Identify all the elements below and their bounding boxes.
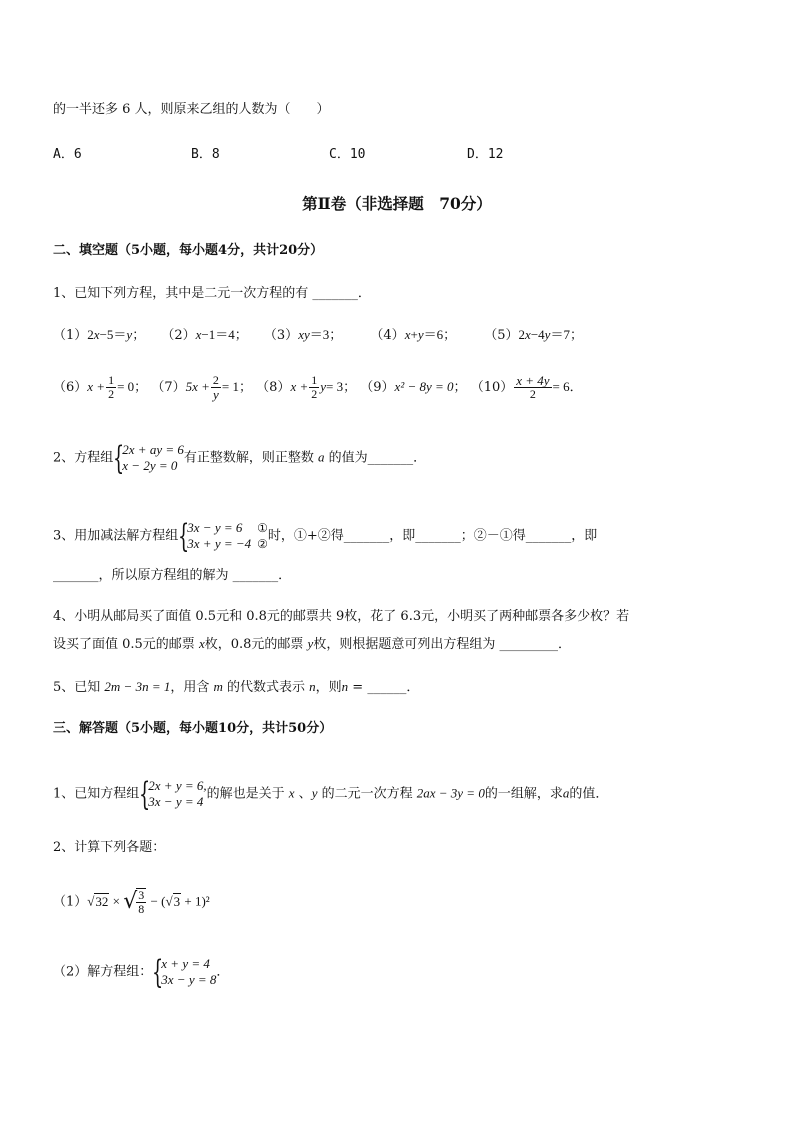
item-9: （9）x² − 8y = 0； xyxy=(360,379,467,395)
solve-heading: 三、解答题（5小题，每小题10分，共计50分） xyxy=(53,721,333,736)
item-4: （4）x+y＝6； xyxy=(370,327,457,343)
fill-q4-line2: 设买了面值 0.5元的邮票 x枚，0.8元的邮票 y枚，则根据题意可列出方程组为 _________． xyxy=(53,636,571,652)
item-5: （5）2x−4y＝7； xyxy=(484,327,583,343)
question-continuation: 的一半还多 6 人，则原来乙组的人数为（ ） xyxy=(53,102,330,117)
equation-system: { 2x + ay = 6 x − 2y = 0 xyxy=(113,439,184,477)
solve-p2-sub1: （1）√32 × √ $\frac{3}{8}$ − (√3 + 1)² xyxy=(53,888,210,916)
fill-q4-line1: 4、小明从邮局买了面值 0.5元和 0.8元的邮票共 9枚，花了 6.3元，小明买了两种邮票各多少枚？若 xyxy=(53,609,630,624)
fill-q1-text: 1、已知下列方程，其中是二元一次方程的有 _______． xyxy=(53,286,371,301)
fraction: $\frac{1}{2}$ xyxy=(311,373,318,401)
equation-system: { 3x − y = 6 3x + y = −4 xyxy=(178,517,252,555)
fill-q3-line1: 3、用加减法解方程组 { 3x − y = 6 3x + y = −4 ① ② 时，①+②得_______，即_______；②－①得_______，即 xyxy=(53,517,598,555)
equation-system: { x + y = 4 3x − y = 8 xyxy=(152,953,217,991)
option-d: D．12 xyxy=(467,147,504,162)
fraction: $\frac{1}{2}$ xyxy=(108,373,115,401)
section-ii-title: 第Ⅱ卷（非选择题 70分） xyxy=(302,194,492,213)
fill-q1-equations-row2 xyxy=(53,374,583,401)
fill-q2: 2、方程组 { 2x + ay = 6 x − 2y = 0 有正整数解，则正整数 a 的值为_______． xyxy=(53,439,427,477)
equation-markers: ① ② xyxy=(257,521,268,551)
item-7: （7）5x + $\frac{2}{y}$ = 1； xyxy=(151,373,253,402)
fill-q1-equations-row1 xyxy=(53,325,583,346)
sqrt-3: √3 xyxy=(165,893,181,909)
fraction: $\frac{x + 4y}{2}$ xyxy=(516,373,550,401)
item-2: （2）x−1＝4； xyxy=(161,327,248,343)
solve-p2-sub2: （2）解方程组： { x + y = 4 3x − y = 8 ． xyxy=(53,953,230,991)
option-b: B．8 xyxy=(191,147,220,162)
item-10: （10） $\frac{x + 4y}{2}$ = 6． xyxy=(470,373,583,401)
fill-blank-heading: 二、填空题（5小题，每小题4分，共计20分） xyxy=(53,243,324,258)
fill-q3-line2: _______，所以原方程组的解为 _______． xyxy=(53,568,292,583)
solve-p2-text: 2、计算下列各题： xyxy=(53,840,166,855)
equation-system: { 2x + y = 6, 3x − y = 4 xyxy=(139,775,207,813)
fill-q5: 5、已知 2m − 3n = 1，用含 m 的代数式表示 n，则n = ______． xyxy=(53,679,420,695)
item-1: （1）2x−5＝y； xyxy=(53,327,146,343)
sqrt-fraction: √ $\frac{3}{8}$ xyxy=(123,888,145,916)
sqrt-32: √32 xyxy=(87,893,109,909)
item-6: （6）x + $\frac{1}{2}$ = 0； xyxy=(53,373,148,401)
option-a: A．6 xyxy=(53,147,82,162)
solve-p1: 1、已知方程组 { 2x + y = 6, 3x − y = 4 的解也是关于 x 、y 的二元一次方程 2ax − 3y = 0的一组解，求a的值． xyxy=(53,775,609,813)
fraction: $\frac{2}{y}$ xyxy=(212,373,219,402)
item-3: （3）xy＝3； xyxy=(263,327,343,343)
option-c: C．10 xyxy=(329,147,366,162)
item-8: （8）x + $\frac{1}{2}$ y= 3； xyxy=(256,373,357,401)
